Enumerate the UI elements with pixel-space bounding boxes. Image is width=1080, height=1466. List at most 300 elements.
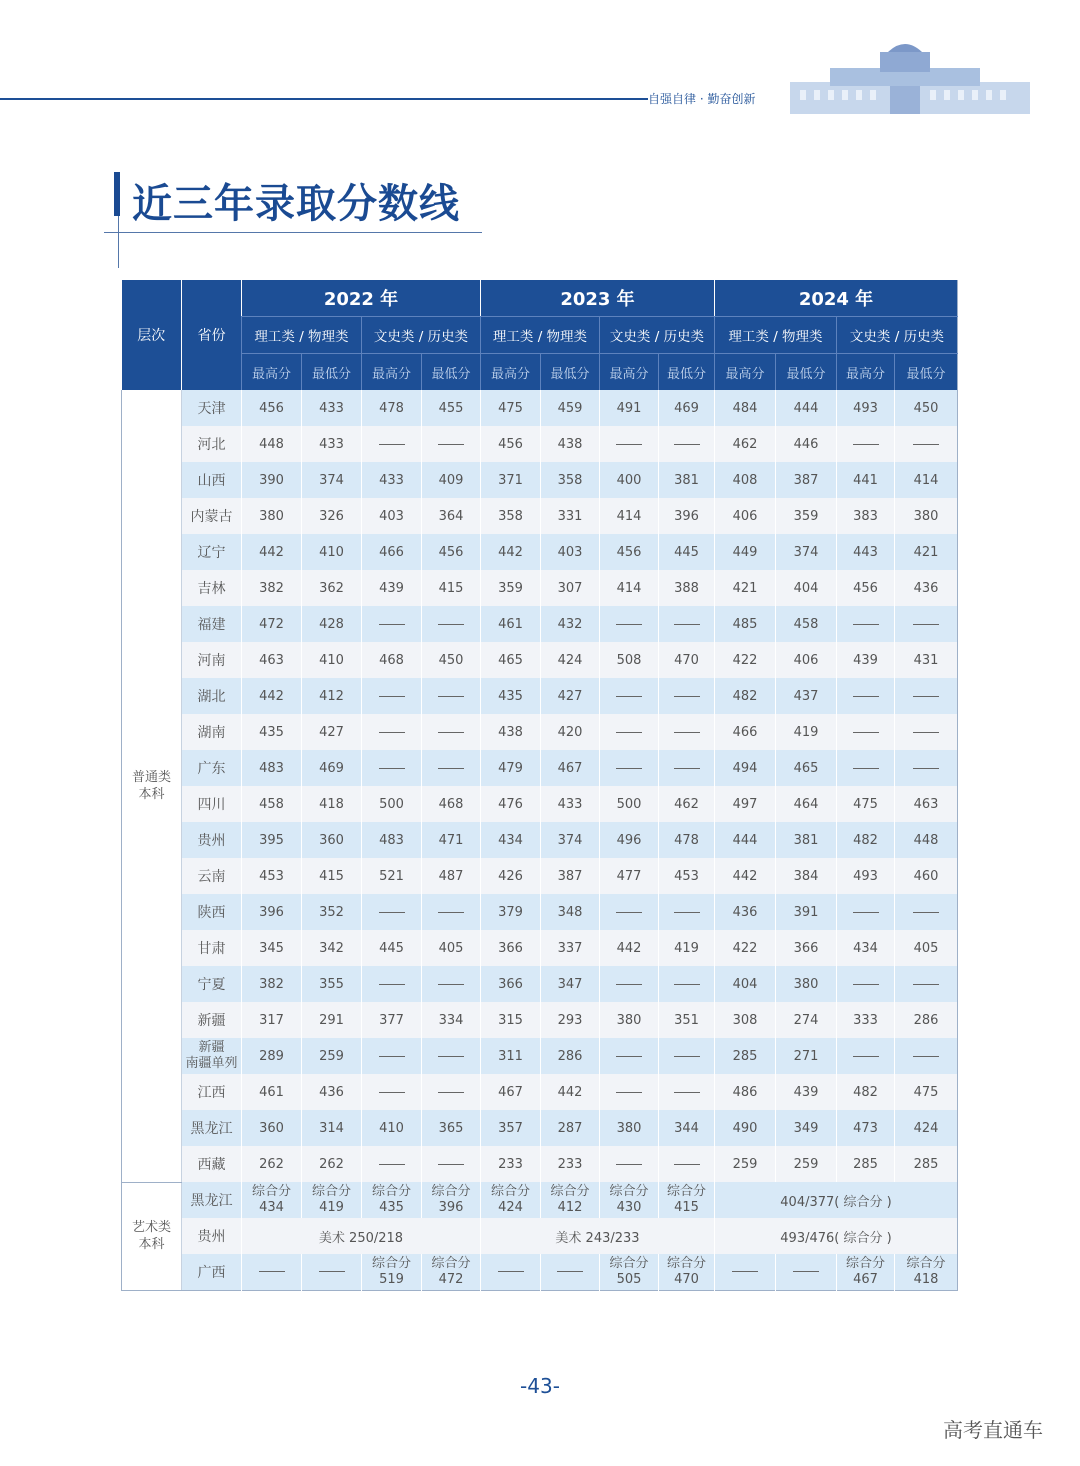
score-cell (659, 678, 715, 714)
score-cell: 439 (776, 1074, 837, 1110)
score-cell: 438 (541, 426, 600, 462)
dash-mark (853, 696, 879, 697)
dash-mark (379, 912, 405, 913)
table-row (122, 858, 958, 894)
score-cell: 478 (659, 822, 715, 858)
score-cell (422, 1074, 481, 1110)
province-cell: 陕西 (182, 894, 242, 930)
score-cell: 471 (422, 822, 481, 858)
province-cell: 辽宁 (182, 534, 242, 570)
header-min: 最低分 (895, 354, 958, 391)
score-cell (659, 750, 715, 786)
score-cell (541, 1254, 600, 1291)
score-cell: 380 (600, 1002, 659, 1038)
score-cell: 456 (837, 570, 895, 606)
header-max: 最高分 (481, 354, 541, 391)
score-cell: 478 (362, 390, 422, 426)
score-cell: 396 (659, 498, 715, 534)
score-cell: 315 (481, 1002, 541, 1038)
score-cell: 406 (715, 498, 776, 534)
score-cell: 418 (302, 786, 362, 822)
score-cell: 456 (481, 426, 541, 462)
score-cell: 404 (776, 570, 837, 606)
dash-mark (674, 912, 700, 913)
score-cell: 450 (895, 390, 958, 426)
score-cell: 472 (242, 606, 302, 642)
score-cell: 366 (481, 966, 541, 1002)
score-cell: 334 (422, 1002, 481, 1038)
score-cell: 463 (895, 786, 958, 822)
province-cell: 内蒙古 (182, 498, 242, 534)
section-label-regular: 普通类 本科 (122, 390, 182, 1182)
score-cell: 460 (895, 858, 958, 894)
dash-mark (674, 984, 700, 985)
table-row (122, 930, 958, 966)
table-row (122, 462, 958, 498)
header-group-arts: 文史类 / 历史类 (362, 317, 481, 354)
score-cell: 433 (362, 462, 422, 498)
score-cell (895, 894, 958, 930)
score-cell (242, 1254, 302, 1291)
score-cell: 286 (895, 1002, 958, 1038)
score-cell: 262 (302, 1146, 362, 1182)
score-cell (895, 714, 958, 750)
dash-mark (616, 912, 642, 913)
score-cell: 458 (776, 606, 837, 642)
header-min: 最低分 (776, 354, 837, 391)
score-cell: 358 (541, 462, 600, 498)
admission-scores-table (121, 280, 958, 1291)
score-cell: 465 (481, 642, 541, 678)
score-cell: 综合分 396 (422, 1182, 481, 1218)
score-cell: 419 (776, 714, 837, 750)
score-cell: 351 (659, 1002, 715, 1038)
table-row (122, 1074, 958, 1110)
score-cell: 427 (302, 714, 362, 750)
header-max: 最高分 (715, 354, 776, 391)
score-cell (837, 606, 895, 642)
score-cell: 436 (895, 570, 958, 606)
score-cell: 344 (659, 1110, 715, 1146)
watermark-text: 高考直通车 (943, 1418, 1043, 1442)
score-cell: 483 (362, 822, 422, 858)
score-cell: 405 (895, 930, 958, 966)
score-cell: 469 (659, 390, 715, 426)
province-cell: 四川 (182, 786, 242, 822)
score-cell (422, 678, 481, 714)
score-cell-merged: 美术 250/218 (242, 1218, 481, 1254)
score-cell: 462 (659, 786, 715, 822)
table-row (122, 966, 958, 1002)
score-cell: 450 (422, 642, 481, 678)
dash-mark (319, 1271, 345, 1272)
score-cell: 415 (302, 858, 362, 894)
score-cell: 414 (600, 498, 659, 534)
score-cell: 342 (302, 930, 362, 966)
score-cell: 455 (422, 390, 481, 426)
score-cell: 473 (837, 1110, 895, 1146)
score-cell: 441 (837, 462, 895, 498)
score-cell: 综合分 435 (362, 1182, 422, 1218)
section-label-art: 艺术类 本科 (122, 1182, 182, 1291)
score-cell: 461 (481, 606, 541, 642)
header-year-2022: 2022 年 (242, 280, 481, 317)
score-cell: 463 (242, 642, 302, 678)
score-cell: 355 (302, 966, 362, 1002)
score-cell: 404 (715, 966, 776, 1002)
table-row (122, 750, 958, 786)
dash-mark (853, 444, 879, 445)
score-cell: 470 (659, 642, 715, 678)
header-min: 最低分 (659, 354, 715, 391)
province-cell: 山西 (182, 462, 242, 498)
title-accent-bar (114, 172, 120, 216)
score-cell (362, 678, 422, 714)
score-cell: 494 (715, 750, 776, 786)
score-cell (600, 1038, 659, 1074)
score-cell (895, 966, 958, 1002)
table-row (122, 714, 958, 750)
dash-mark (853, 1056, 879, 1057)
score-cell (837, 678, 895, 714)
score-cell: 412 (302, 678, 362, 714)
score-cell: 439 (362, 570, 422, 606)
dash-mark (913, 1056, 939, 1057)
score-cell: 467 (481, 1074, 541, 1110)
header-level: 层次 (122, 280, 182, 390)
score-cell: 414 (895, 462, 958, 498)
province-cell: 河南 (182, 642, 242, 678)
score-cell (362, 1038, 422, 1074)
dash-mark (853, 624, 879, 625)
score-cell (422, 606, 481, 642)
title-vertical-line (118, 216, 119, 268)
score-cell: 259 (302, 1038, 362, 1074)
score-cell: 286 (541, 1038, 600, 1074)
score-cell: 综合分 419 (302, 1182, 362, 1218)
score-cell: 442 (242, 678, 302, 714)
dash-mark (379, 768, 405, 769)
score-cell (422, 966, 481, 1002)
score-cell: 477 (600, 858, 659, 894)
dash-mark (674, 1092, 700, 1093)
score-cell-merged: 美术 243/233 (481, 1218, 715, 1254)
dash-mark (379, 1164, 405, 1165)
dash-mark (913, 444, 939, 445)
score-cell: 439 (837, 642, 895, 678)
score-cell: 285 (715, 1038, 776, 1074)
score-cell (837, 966, 895, 1002)
score-cell: 274 (776, 1002, 837, 1038)
score-cell (422, 894, 481, 930)
score-cell (659, 894, 715, 930)
score-cell: 381 (776, 822, 837, 858)
province-cell: 新疆 (182, 1002, 242, 1038)
score-cell (600, 966, 659, 1002)
score-cell (837, 894, 895, 930)
score-cell (362, 426, 422, 462)
dash-mark (379, 1056, 405, 1057)
dash-mark (853, 768, 879, 769)
table-row (122, 426, 958, 462)
score-cell: 358 (481, 498, 541, 534)
table-row (122, 570, 958, 606)
score-cell: 366 (481, 930, 541, 966)
header-group-science: 理工类 / 物理类 (715, 317, 837, 354)
score-cell (600, 426, 659, 462)
table-row (122, 534, 958, 570)
dash-mark (557, 1271, 583, 1272)
score-cell: 387 (776, 462, 837, 498)
header-group-science: 理工类 / 物理类 (481, 317, 600, 354)
dash-mark (616, 1056, 642, 1057)
score-cell: 424 (541, 642, 600, 678)
score-cell: 347 (541, 966, 600, 1002)
page-title: 近三年录取分数线 (132, 181, 460, 227)
score-cell: 综合分 412 (541, 1182, 600, 1218)
province-cell: 湖南 (182, 714, 242, 750)
score-cell: 374 (541, 822, 600, 858)
score-cell: 483 (242, 750, 302, 786)
dash-mark (379, 984, 405, 985)
province-cell: 福建 (182, 606, 242, 642)
score-cell: 422 (715, 642, 776, 678)
score-cell: 493 (837, 390, 895, 426)
score-cell: 405 (422, 930, 481, 966)
score-cell: 468 (362, 642, 422, 678)
score-cell (362, 714, 422, 750)
province-cell: 吉林 (182, 570, 242, 606)
dash-mark (379, 732, 405, 733)
dash-mark (438, 732, 464, 733)
score-cell: 综合分 418 (895, 1254, 958, 1291)
score-cell: 491 (600, 390, 659, 426)
score-cell: 508 (600, 642, 659, 678)
score-cell (362, 750, 422, 786)
score-cell: 444 (776, 390, 837, 426)
score-cell: 461 (242, 1074, 302, 1110)
score-cell: 233 (481, 1146, 541, 1182)
score-cell: 259 (776, 1146, 837, 1182)
dash-mark (913, 768, 939, 769)
score-cell: 456 (242, 390, 302, 426)
dash-mark (616, 768, 642, 769)
score-cell: 345 (242, 930, 302, 966)
score-cell: 387 (541, 858, 600, 894)
score-cell (895, 606, 958, 642)
header-max: 最高分 (837, 354, 895, 391)
score-cell: 493 (837, 858, 895, 894)
score-cell: 427 (541, 678, 600, 714)
score-cell (659, 1146, 715, 1182)
dash-mark (438, 1056, 464, 1057)
province-cell: 云南 (182, 858, 242, 894)
dash-mark (674, 768, 700, 769)
header-max: 最高分 (242, 354, 302, 391)
score-cell: 445 (659, 534, 715, 570)
table-row (122, 606, 958, 642)
score-cell: 482 (715, 678, 776, 714)
dash-mark (616, 732, 642, 733)
dash-mark (853, 912, 879, 913)
score-cell: 359 (481, 570, 541, 606)
score-cell: 479 (481, 750, 541, 786)
header-min: 最低分 (422, 354, 481, 391)
score-cell: 395 (242, 822, 302, 858)
score-cell: 371 (481, 462, 541, 498)
province-cell: 江西 (182, 1074, 242, 1110)
score-cell: 433 (541, 786, 600, 822)
province-cell: 西藏 (182, 1146, 242, 1182)
score-cell: 438 (481, 714, 541, 750)
score-cell-merged: 404/377( 综合分 ) (715, 1182, 958, 1218)
score-cell: 442 (481, 534, 541, 570)
table-row (122, 1038, 958, 1074)
score-cell: 291 (302, 1002, 362, 1038)
score-cell: 444 (715, 822, 776, 858)
dash-mark (379, 1092, 405, 1093)
score-cell (422, 1038, 481, 1074)
province-cell: 贵州 (182, 1218, 242, 1254)
score-cell (362, 1074, 422, 1110)
province-cell: 河北 (182, 426, 242, 462)
score-cell: 综合分 472 (422, 1254, 481, 1291)
score-cell: 521 (362, 858, 422, 894)
score-cell: 396 (242, 894, 302, 930)
score-cell: 467 (541, 750, 600, 786)
province-cell: 湖北 (182, 678, 242, 714)
score-cell: 381 (659, 462, 715, 498)
score-cell: 410 (302, 534, 362, 570)
province-cell: 甘肃 (182, 930, 242, 966)
score-cell (837, 1038, 895, 1074)
score-cell: 445 (362, 930, 422, 966)
score-cell: 435 (481, 678, 541, 714)
page-number: -43- (520, 1374, 560, 1398)
campus-building-illustration (770, 38, 1040, 118)
dash-mark (438, 444, 464, 445)
score-cell: 406 (776, 642, 837, 678)
score-cell: 442 (715, 858, 776, 894)
score-cell: 287 (541, 1110, 600, 1146)
score-cell: 348 (541, 894, 600, 930)
score-cell: 469 (302, 750, 362, 786)
score-cell: 384 (776, 858, 837, 894)
dash-mark (793, 1271, 819, 1272)
score-cell (302, 1254, 362, 1291)
score-cell: 综合分 470 (659, 1254, 715, 1291)
score-cell: 487 (422, 858, 481, 894)
score-cell: 365 (422, 1110, 481, 1146)
score-cell: 综合分 424 (481, 1182, 541, 1218)
score-cell: 415 (422, 570, 481, 606)
dash-mark (674, 444, 700, 445)
score-cell (481, 1254, 541, 1291)
score-cell: 357 (481, 1110, 541, 1146)
dash-mark (616, 1164, 642, 1165)
score-cell: 293 (541, 1002, 600, 1038)
table-row (122, 1254, 958, 1291)
score-cell: 333 (837, 1002, 895, 1038)
table-row (122, 390, 958, 426)
province-cell: 宁夏 (182, 966, 242, 1002)
dash-mark (438, 984, 464, 985)
score-cell: 468 (422, 786, 481, 822)
score-cell: 456 (422, 534, 481, 570)
dash-mark (674, 732, 700, 733)
score-cell: 311 (481, 1038, 541, 1074)
score-cell (422, 1146, 481, 1182)
dash-mark (379, 444, 405, 445)
score-cell: 综合分 505 (600, 1254, 659, 1291)
score-cell: 490 (715, 1110, 776, 1146)
score-cell: 476 (481, 786, 541, 822)
score-cell: 259 (715, 1146, 776, 1182)
score-cell: 433 (302, 426, 362, 462)
score-cell: 437 (776, 678, 837, 714)
header-province: 省份 (182, 280, 242, 390)
score-cell: 360 (242, 1110, 302, 1146)
score-cell: 382 (242, 570, 302, 606)
score-cell: 475 (895, 1074, 958, 1110)
dash-mark (379, 624, 405, 625)
dash-mark (853, 732, 879, 733)
table-row (122, 642, 958, 678)
score-cell: 419 (659, 930, 715, 966)
score-cell: 464 (776, 786, 837, 822)
score-cell: 410 (302, 642, 362, 678)
score-cell: 422 (715, 930, 776, 966)
dash-mark (732, 1271, 758, 1272)
score-cell: 综合分 415 (659, 1182, 715, 1218)
score-cell: 综合分 467 (837, 1254, 895, 1291)
province-cell: 黑龙江 (182, 1110, 242, 1146)
dash-mark (674, 696, 700, 697)
score-cell: 428 (302, 606, 362, 642)
header-max: 最高分 (600, 354, 659, 391)
score-cell: 317 (242, 1002, 302, 1038)
dash-mark (853, 984, 879, 985)
dash-mark (616, 444, 642, 445)
score-cell: 综合分 519 (362, 1254, 422, 1291)
score-cell (837, 750, 895, 786)
score-cell (422, 426, 481, 462)
score-cell: 443 (837, 534, 895, 570)
header-min: 最低分 (302, 354, 362, 391)
score-cell: 421 (715, 570, 776, 606)
score-cell: 379 (481, 894, 541, 930)
dash-mark (616, 984, 642, 985)
score-cell: 435 (242, 714, 302, 750)
score-cell (600, 894, 659, 930)
score-cell (600, 606, 659, 642)
score-cell: 388 (659, 570, 715, 606)
score-cell-merged: 493/476( 综合分 ) (715, 1218, 958, 1254)
score-cell (362, 1146, 422, 1182)
table-row (122, 1110, 958, 1146)
table-row (122, 1146, 958, 1182)
score-cell: 466 (362, 534, 422, 570)
score-cell: 453 (659, 858, 715, 894)
score-cell: 426 (481, 858, 541, 894)
score-cell: 462 (715, 426, 776, 462)
dash-mark (913, 732, 939, 733)
score-cell: 410 (362, 1110, 422, 1146)
score-cell: 465 (776, 750, 837, 786)
score-cell: 374 (776, 534, 837, 570)
score-cell: 377 (362, 1002, 422, 1038)
score-cell: 432 (541, 606, 600, 642)
